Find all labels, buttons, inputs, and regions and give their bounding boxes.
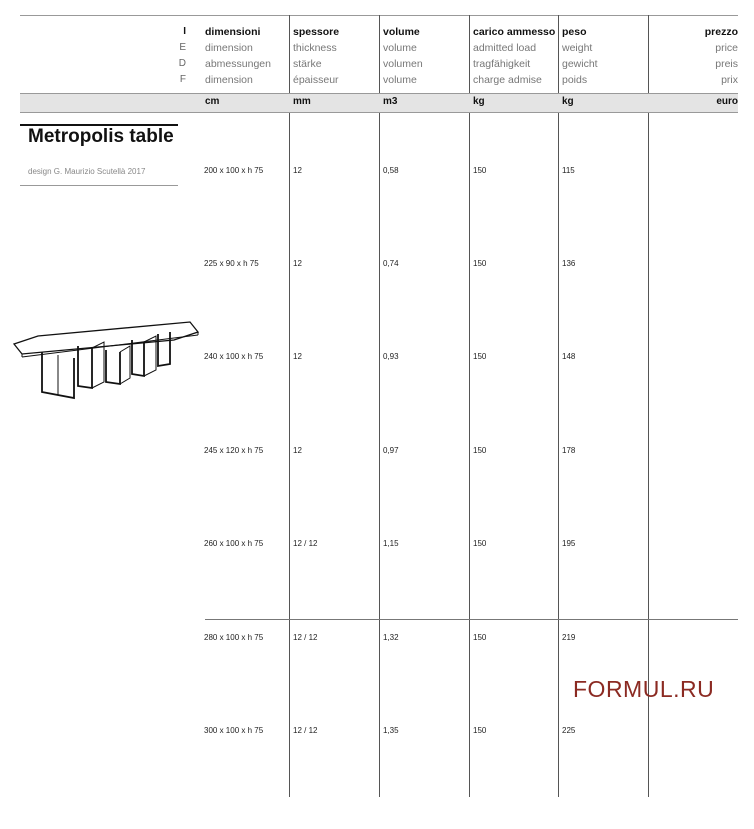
label-en: price [715,42,738,54]
cell-volume: 0,97 [383,446,399,455]
label-en: weight [562,42,593,54]
cell-volume: 0,58 [383,166,399,175]
col-header-peso [562,24,598,88]
label-it: dimensioni [205,26,261,38]
cell-spessore: 12 [293,259,302,268]
column-divider [289,15,290,797]
label-it: peso [562,26,587,38]
label-it: prezzo [704,26,738,38]
cell-dimensioni: 225 x 90 x h 75 [204,259,259,268]
cell-volume: 1,15 [383,539,399,548]
unit-volume: m3 [383,96,398,107]
cell-spessore: 12 [293,166,302,175]
cell-carico: 150 [473,259,487,268]
row-group-separator [205,619,738,620]
cell-volume: 1,35 [383,726,399,735]
cell-carico: 150 [473,726,487,735]
label-de: abmessungen [205,58,271,70]
lang-code-fr: F [179,74,186,85]
cell-peso: 195 [562,539,576,548]
cell-carico: 150 [473,446,487,455]
unit-dimensioni: cm [205,96,220,107]
cell-volume: 0,74 [383,259,399,268]
unit-prezzo: euro [716,96,738,107]
label-de: tragfähigkeit [473,58,531,70]
label-fr: charge admise [473,74,542,86]
label-fr: poids [562,74,588,86]
lang-code-de: D [178,58,186,69]
label-it: volume [383,26,420,38]
cell-carico: 150 [473,633,487,642]
cell-dimensioni: 245 x 120 x h 75 [204,446,264,455]
title-bottom-rule [20,185,178,186]
cell-carico: 150 [473,352,487,361]
language-codes [174,24,186,88]
label-it: spessore [293,26,340,38]
cell-dimensioni: 300 x 100 x h 75 [204,726,264,735]
cell-volume: 0,93 [383,352,399,361]
label-en: admitted load [473,42,537,54]
cell-peso: 219 [562,633,576,642]
label-de: stärke [293,58,322,70]
label-fr: épaisseur [293,74,339,86]
cell-peso: 225 [562,726,576,735]
label-en: dimension [205,42,253,54]
lang-code-en: E [179,42,186,53]
product-designer: design G. Maurizio Scutellà 2017 [28,167,146,176]
cell-carico: 150 [473,539,487,548]
cell-spessore: 12 [293,352,302,361]
cell-peso: 115 [562,166,575,175]
unit-spessore: mm [293,96,311,107]
glass-table-drawing-icon [12,300,202,400]
cell-peso: 178 [562,446,576,455]
cell-spessore: 12 [293,446,302,455]
cell-spessore: 12 / 12 [293,539,318,548]
label-de: preis [715,58,738,70]
cell-spessore: 12 / 12 [293,633,318,642]
label-de: volumen [383,58,423,70]
label-fr: dimension [205,74,253,86]
unit-carico: kg [473,96,485,107]
col-header-spessore [293,24,339,88]
units-bar [20,93,738,113]
column-divider [379,15,380,797]
watermark: FORMUL.RU [573,676,715,702]
label-de: gewicht [562,58,598,70]
cell-spessore: 12 / 12 [293,726,318,735]
col-header-carico [473,24,555,88]
column-divider [469,15,470,797]
cell-dimensioni: 280 x 100 x h 75 [204,633,264,642]
label-fr: volume [383,74,417,86]
label-en: thickness [293,42,337,54]
product-title: Metropolis table [28,126,174,147]
col-header-volume [383,24,423,88]
cell-dimensioni: 200 x 100 x h 75 [204,166,264,175]
column-divider [558,15,559,797]
cell-peso: 136 [562,259,576,268]
label-en: volume [383,42,417,54]
cell-dimensioni: 260 x 100 x h 75 [204,539,264,548]
cell-dimensioni: 240 x 100 x h 75 [204,352,264,361]
cell-peso: 148 [562,352,576,361]
col-header-prezzo [658,24,738,88]
label-fr: prix [721,74,738,86]
cell-carico: 150 [473,166,487,175]
lang-code-it: I [183,26,186,37]
unit-peso: kg [562,96,574,107]
label-it: carico ammesso [473,26,556,38]
cell-volume: 1,32 [383,633,399,642]
col-header-dimensioni [205,24,271,88]
